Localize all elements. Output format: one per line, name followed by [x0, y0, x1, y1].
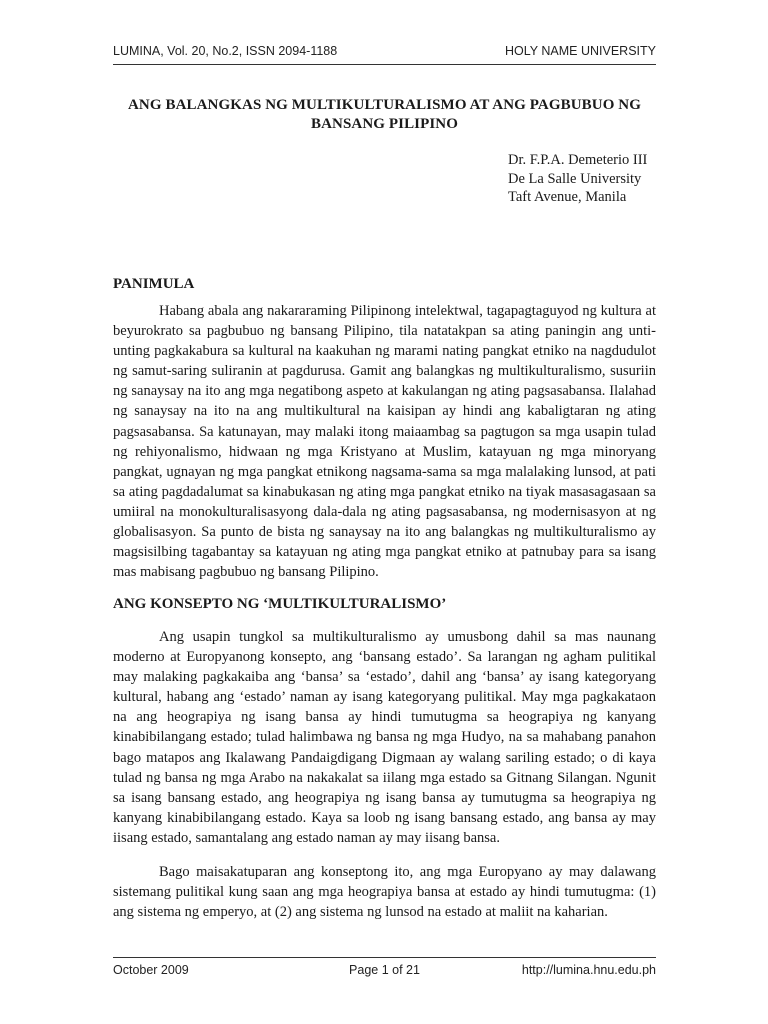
author-address: Taft Avenue, Manila: [508, 189, 627, 205]
author-block: [508, 151, 647, 207]
konsepto-paragraph-2: Bago maisakatuparan ang konseptong ito, ang mga Europyano ay may dalawang sistemang pulitikal kung saan ang mga heograpiya bansa at estado ay hindi tumutugma: (1) ang sistema ng emperyo, at (2) ang sistema ng lunsod na estado at maliit na kaharian.: [113, 864, 656, 921]
footer-date: October 2009: [113, 963, 189, 977]
page-number: Page 1 of 21: [349, 963, 420, 977]
title-line-1: ANG BALANGKAS NG MULTIKULTURALISMO AT ANG PAGBUBUO NG: [127, 97, 642, 113]
journal-info: LUMINA, Vol. 20, No.2, ISSN 2094-1188: [113, 44, 338, 58]
konsepto-paragraph-1: Ang usapin tungkol sa multikulturalismo ay umusbong dahil sa mas naunang moderno at Europyanong konsepto, ang ‘bansang estado’. Sa larangan ng agham pulitikal may malaking pagkakaiba ang ‘bansa’ sa ‘estado’, dahil ang ‘bansa’ ay isang kategoryang kultural, habang ang ‘estado’ naman ay isang kategoryang pulitikal. May mga pagkakataon na ang heograpiya ng isang bansa ay hindi tumutugma sa heograpiya ng kanyang kinabibilangang estado; tulad halimbawa ng bansa ng mga Hudyo, na sa mahabang panahon bago matapos ang Ikalawang Pandaigdigang Digmaan ay walang sariling estado; o di kaya tulad ng bansa ng mga Arabo na nakakalat sa iilang mga estado sa Gitnang Silangan. Ngunit sa isang bansang estado, ang heograpiya ng isang bansa ay tumutugma sa heograpiya ng kanyang kinabibilangang estado. Kaya sa loob ng isang bansang estado, ang bansa ay may iisang estado, samantalang ang estado naman ay may iisang bansa.: [113, 629, 656, 846]
author-affiliation: De La Salle University: [508, 170, 642, 187]
running-header: [113, 44, 656, 58]
institution-name: HOLY NAME UNIVERSITY: [505, 44, 656, 58]
section-heading-panimula: PANIMULA: [113, 276, 195, 292]
section-heading-konsepto: ANG KONSEPTO NG ‘MULTIKULTURALISMO’: [113, 596, 447, 612]
footer-rule: [113, 957, 656, 958]
author-name: Dr. F.P.A. Demeterio III: [508, 152, 648, 168]
header-rule: [113, 64, 656, 65]
panimula-paragraph: Habang abala ang nakararaming Pilipinong intelektwal, tagapagtaguyod ng kultura at beyurokrato sa pagbubuo ng bansang Pilipino, tila natatakpan sa ating paningin ang unti-unting pagkakabura sa kultural na kaakuhan ng marami nating pangkat etniko na nagdudulot ng samut-saring suliranin at pagdurusa. Gamit ang balangkas ng multikulturalismo, susuriin ng sanaysay na ito ang mga negatibong aspeto at kakulangan ng ating pagsasabansa. Ilalahad ng sanaysay na ito na ang multikultural na kaisipan ay hindi ang kabaligtaran ng ating pagsasabansa. Sa katunayan, may malaki itong maiaambag sa pagtugon sa mga usapin tulad ng rehiyonalismo, hidwaan ng mga Kristyano at Muslim, katayuan ng mga minoryang pangkat, ugnayan ng mga pangkat etnikong nagsama-sama sa mga malalaking lunsod, at pati sa ating pagdadalumat sa kinabukasan ng ating mga pangkat etniko na tiyak masasagasaan sa umiiral na monokulturalisasyong dala-dala ng ating pagsasabansa, ng modernisasyon at ng globalisasyon. Sa punto de bista ng sanaysay na ito ang balangkas ng multikulturalismo ay magsisilbing tagabantay sa katayuan ng ating mga pangkat etniko at patnubay para sa isang mas mabisang pagbubuo ng bansang Pilipino.: [113, 303, 656, 581]
paper-title: [113, 96, 656, 134]
footer-url-link[interactable]: http://lumina.hnu.edu.ph: [521, 963, 656, 977]
title-line-2: BANSANG PILIPINO: [310, 116, 459, 132]
